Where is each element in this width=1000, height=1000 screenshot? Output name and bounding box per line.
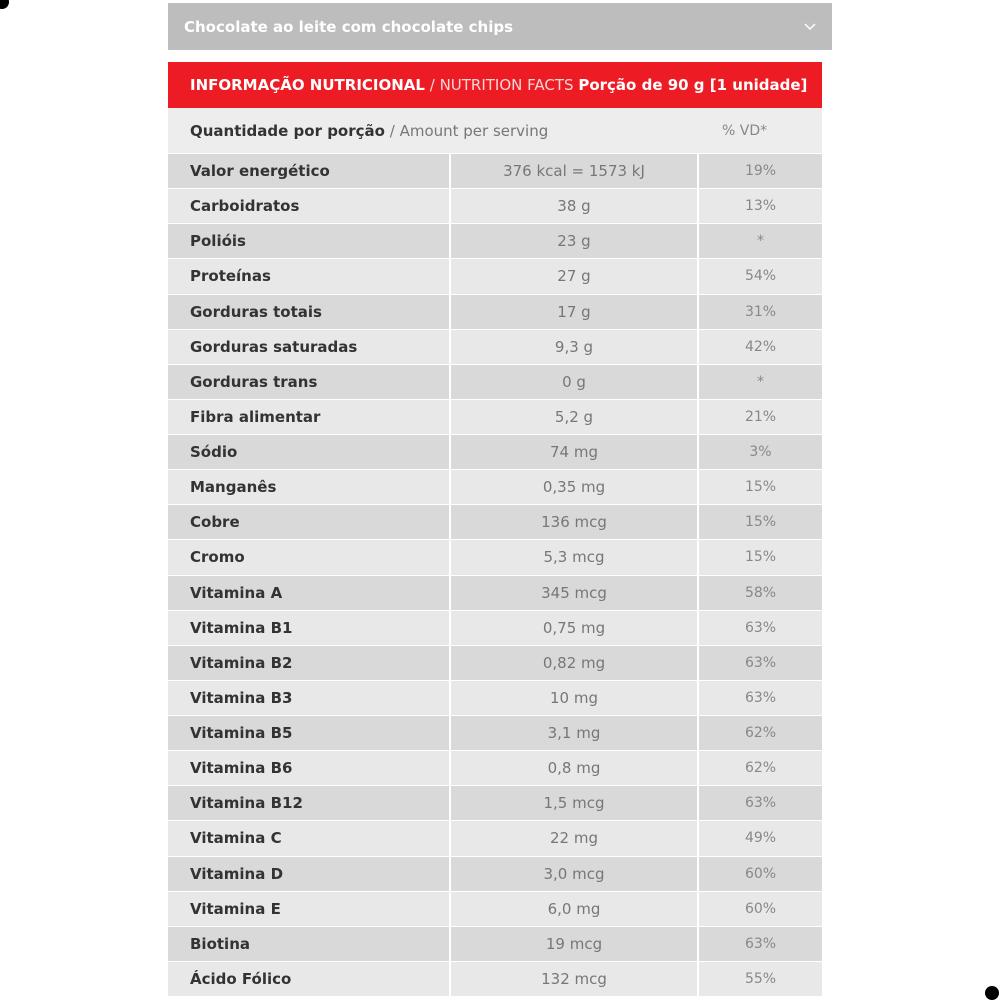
nutrient-amount: 6,0 mg [449,892,697,926]
table-row [168,750,822,785]
nutrient-name: Sódio [168,435,449,469]
nutrient-name: Gorduras trans [168,365,449,399]
nutrient-vd: 3% [697,435,822,469]
nutrient-amount: 376 kcal = 1573 kJ [449,154,697,188]
nutrient-name: Gorduras totais [168,295,449,329]
serving-label-pt: Quantidade por porção [190,121,385,140]
nutrient-amount: 3,0 mcg [449,857,697,891]
header-title-en: NUTRITION FACTS [439,76,574,94]
table-row [168,645,822,680]
corner-dot [985,986,999,1000]
table-row [168,153,822,188]
table-row [168,926,822,961]
table-row [168,856,822,891]
nutrient-name: Polióis [168,224,449,258]
nutrient-amount: 345 mcg [449,576,697,610]
nutrition-header [168,62,822,108]
nutrient-name: Vitamina C [168,821,449,855]
nutrient-amount: 5,2 g [449,400,697,434]
corner-dot [0,0,9,9]
nutrient-name: Vitamina D [168,857,449,891]
nutrient-vd: * [697,224,822,258]
nutrient-vd: 49% [697,821,822,855]
nutrient-amount: 0,8 mg [449,751,697,785]
nutrient-name: Cobre [168,505,449,539]
nutrition-facts-table [168,62,822,996]
nutrient-name: Fibra alimentar [168,400,449,434]
nutrient-name: Vitamina A [168,576,449,610]
nutrient-vd: 62% [697,751,822,785]
nutrient-vd: 63% [697,646,822,680]
table-row [168,715,822,750]
vd-column-header: % VD* [722,122,768,139]
nutrient-vd: 31% [697,295,822,329]
nutrient-name: Ácido Fólico [168,962,449,996]
nutrient-amount: 0,82 mg [449,646,697,680]
table-row [168,961,822,996]
nutrient-name: Carboidratos [168,189,449,223]
table-row [168,539,822,574]
nutrient-amount: 10 mg [449,681,697,715]
table-row [168,329,822,364]
nutrient-amount: 0,35 mg [449,470,697,504]
nutrient-amount: 0,75 mg [449,611,697,645]
nutrient-amount: 19 mcg [449,927,697,961]
accordion-title: Chocolate ao leite com chocolate chips [184,17,514,36]
nutrient-vd: 55% [697,962,822,996]
nutrient-vd: * [697,365,822,399]
serving-label-en: / Amount per serving [389,121,549,140]
nutrient-name: Vitamina B2 [168,646,449,680]
nutrient-amount: 38 g [449,189,697,223]
nutrient-amount: 3,1 mg [449,716,697,750]
nutrient-amount: 9,3 g [449,330,697,364]
nutrient-amount: 23 g [449,224,697,258]
table-row [168,434,822,469]
nutrient-amount: 22 mg [449,821,697,855]
table-row [168,469,822,504]
table-row [168,223,822,258]
nutrient-amount: 5,3 mcg [449,540,697,574]
nutrient-name: Vitamina E [168,892,449,926]
nutrient-vd: 63% [697,786,822,820]
header-separator: / [424,76,440,94]
table-row [168,680,822,715]
nutrient-vd: 63% [697,681,822,715]
table-row [168,399,822,434]
nutrient-amount: 74 mg [449,435,697,469]
nutrient-vd: 62% [697,716,822,750]
nutrient-vd: 15% [697,505,822,539]
nutrient-name: Biotina [168,927,449,961]
nutrient-vd: 60% [697,892,822,926]
nutrient-vd: 42% [697,330,822,364]
table-row [168,575,822,610]
nutrient-vd: 63% [697,927,822,961]
nutrient-name: Gorduras saturadas [168,330,449,364]
nutrient-name: Manganês [168,470,449,504]
nutrient-amount: 132 mcg [449,962,697,996]
nutrient-vd: 15% [697,470,822,504]
nutrient-vd: 54% [697,259,822,293]
nutrient-amount: 0 g [449,365,697,399]
header-title-pt: INFORMAÇÃO NUTRICIONAL [190,76,425,94]
table-row [168,364,822,399]
table-row [168,785,822,820]
nutrient-vd: 15% [697,540,822,574]
nutrient-vd: 63% [697,611,822,645]
nutrient-vd: 21% [697,400,822,434]
nutrient-amount: 1,5 mcg [449,786,697,820]
serving-subheader [168,108,822,153]
nutrient-name: Vitamina B5 [168,716,449,750]
nutrient-name: Vitamina B1 [168,611,449,645]
nutrient-vd: 60% [697,857,822,891]
table-row [168,188,822,223]
serving-label [168,122,698,140]
nutrient-name: Cromo [168,540,449,574]
nutrient-name: Vitamina B6 [168,751,449,785]
table-row [168,820,822,855]
header-portion: Porção de 90 g [1 unidade] [578,76,808,94]
nutrient-amount: 136 mcg [449,505,697,539]
table-row [168,891,822,926]
nutrient-name: Vitamina B12 [168,786,449,820]
table-row [168,258,822,293]
table-row [168,504,822,539]
table-row [168,294,822,329]
nutrient-vd: 13% [697,189,822,223]
nutrient-rows [168,153,822,996]
nutrient-vd: 19% [697,154,822,188]
nutrient-name: Proteínas [168,259,449,293]
chevron-down-icon [802,19,818,35]
nutrient-name: Vitamina B3 [168,681,449,715]
nutrient-amount: 27 g [449,259,697,293]
nutrient-amount: 17 g [449,295,697,329]
nutrient-vd: 58% [697,576,822,610]
flavor-accordion-toggle[interactable] [168,3,832,50]
nutrient-name: Valor energético [168,154,449,188]
table-row [168,610,822,645]
